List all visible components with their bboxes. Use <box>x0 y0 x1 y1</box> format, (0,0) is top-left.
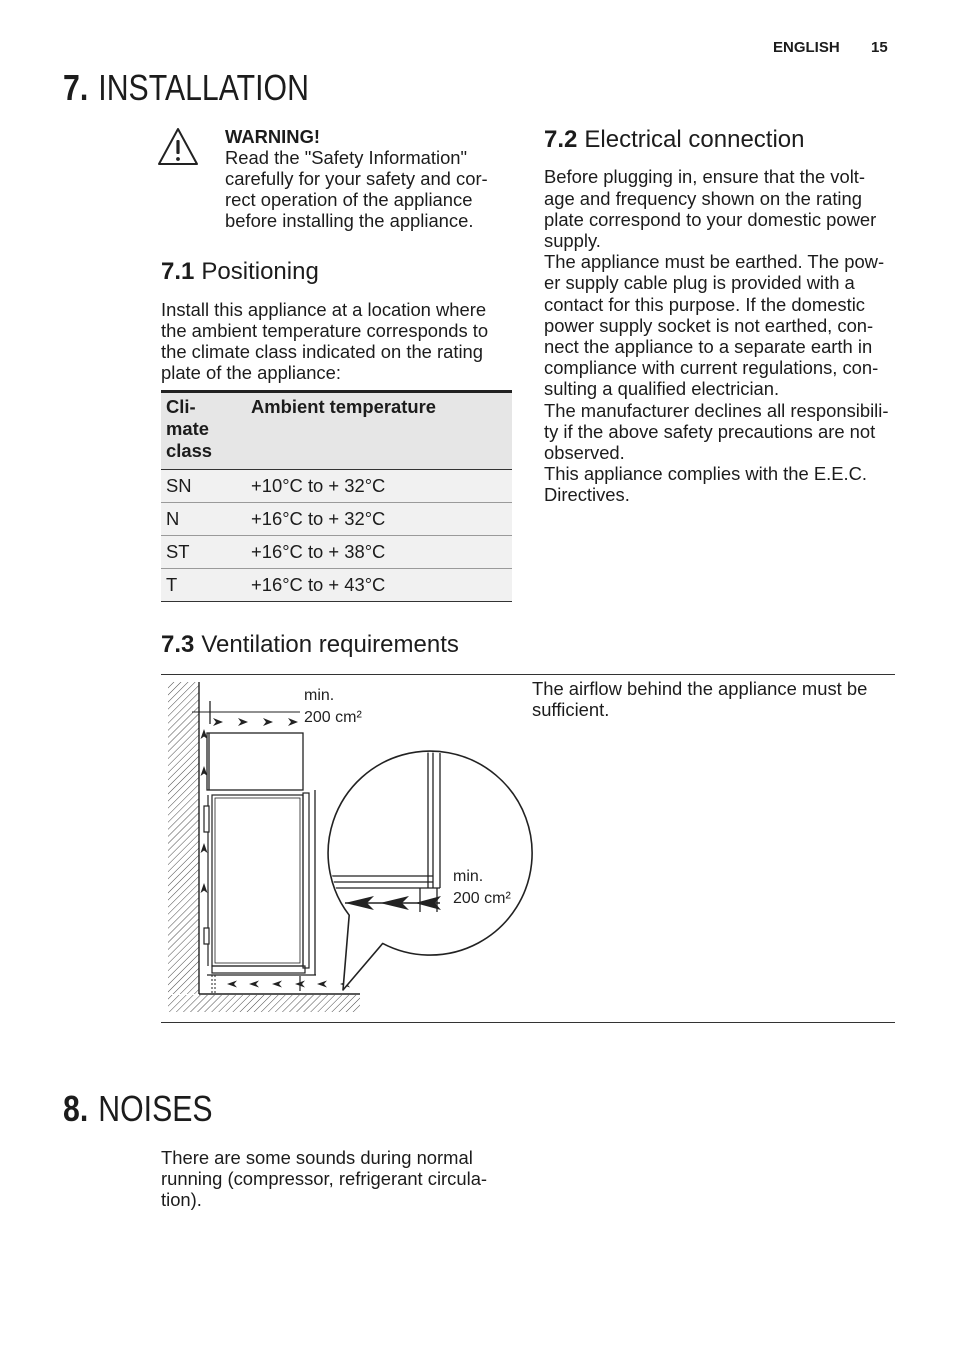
climate-class-cell: T <box>166 574 178 595</box>
paragraph-line: the ambient temperature corresponds to <box>161 319 489 341</box>
warning-triangle-icon <box>156 126 200 168</box>
airflow-arrow <box>238 718 248 726</box>
header-text-line: class <box>166 440 213 461</box>
paragraph-line: age and frequency shown on the rating <box>544 187 862 209</box>
climate-class-cell: N <box>166 508 180 529</box>
header-ambient-temperature: Ambient temperature <box>251 396 436 417</box>
paragraph-line: supply. <box>544 230 601 251</box>
paragraph-line: Before plugging in, ensure that the volt- <box>544 166 866 188</box>
electrical-connection-paragraph <box>544 166 888 505</box>
language-label: ENGLISH <box>773 39 840 56</box>
paragraph-line: This appliance complies with the E.E.C. <box>544 463 868 485</box>
airflow-arrow <box>288 718 298 726</box>
ventilation-paragraph <box>532 678 867 720</box>
airflow-arrow <box>227 981 237 988</box>
warning-block <box>225 126 488 232</box>
section-title: NOISES <box>98 1088 213 1129</box>
subsection-heading-positioning <box>161 258 319 286</box>
subsection-number: 7.2 <box>544 126 578 153</box>
airflow-arrow <box>249 981 259 988</box>
subsection-number: 7.1 <box>161 258 195 285</box>
paragraph-line: Directives. <box>544 484 630 506</box>
paragraph-line: Install this appliance at a location where <box>161 298 487 320</box>
paragraph-line: the climate class indicated on the rating <box>161 340 484 362</box>
climate-class-table <box>161 390 512 602</box>
top-opening-area-label: 200 cm² <box>304 709 362 726</box>
noises-paragraph <box>161 1147 487 1211</box>
paragraph-line: power supply socket is not earthed, con- <box>544 314 874 336</box>
paragraph-line: sulting a qualified electrician. <box>544 378 780 400</box>
subsection-number: 7.3 <box>161 631 195 658</box>
ventilation-top-rule <box>161 674 895 675</box>
paragraph-line: observed. <box>544 442 625 464</box>
magnifier-callout <box>328 751 532 990</box>
floor-airflow-arrows <box>227 976 350 991</box>
plinth-dashed-lines <box>212 975 215 994</box>
table-header-row <box>161 393 512 470</box>
paragraph-line: The airflow behind the appliance must be <box>532 677 868 699</box>
paragraph-line: running (compressor, refrigerant circula- <box>161 1167 488 1189</box>
bottom-opening-area-label: 200 cm² <box>453 890 511 907</box>
airflow-arrow <box>213 718 223 726</box>
header-text-line: mate <box>166 418 209 439</box>
top-airflow-arrows <box>213 718 298 726</box>
paragraph-line: There are some sounds during normal <box>161 1146 473 1168</box>
warning-text-line: rect operation of the appliance <box>225 189 473 211</box>
table-row <box>161 470 512 503</box>
paragraph-line: plate of the appliance: <box>161 362 341 384</box>
table-row <box>161 536 512 569</box>
airflow-arrow <box>201 883 208 893</box>
paragraph-line: sufficient. <box>532 698 610 720</box>
ambient-temperature-cell: +16°C to + 43°C <box>251 574 386 595</box>
paragraph-line: er supply cable plug is provided with a <box>544 272 855 294</box>
table-row <box>161 503 512 536</box>
warning-text-line: before installing the appliance. <box>225 210 474 232</box>
appliance-body <box>204 793 316 975</box>
subsection-title: Positioning <box>201 258 319 285</box>
climate-class-cell: ST <box>166 541 190 562</box>
header-text-line: Cli- <box>166 396 196 417</box>
paragraph-line: tion). <box>161 1188 202 1210</box>
airflow-arrow <box>201 843 208 853</box>
airflow-arrow <box>317 981 327 988</box>
top-opening-min-label: min. <box>304 687 335 704</box>
paragraph-line: nect the appliance to a separate earth in <box>544 336 873 358</box>
positioning-paragraph <box>161 299 488 384</box>
paragraph-line: plate correspond to your domestic power <box>544 208 877 230</box>
subsection-heading-electrical-connection <box>544 126 805 154</box>
warning-label: WARNING! <box>225 125 321 147</box>
ambient-temperature-cell: +16°C to + 32°C <box>251 508 386 529</box>
section-number: 7. <box>63 67 89 108</box>
subsection-title: Ventilation requirements <box>201 631 459 658</box>
header-climate-class <box>166 396 212 462</box>
subsection-title: Electrical connection <box>584 126 805 153</box>
section-heading-installation <box>63 68 309 108</box>
ambient-temperature-cell: +16°C to + 38°C <box>251 541 386 562</box>
paragraph-line: ty if the above safety precautions are not <box>544 420 876 442</box>
ventilation-bottom-rule <box>161 1022 895 1023</box>
subsection-heading-ventilation <box>161 631 459 659</box>
section-title: INSTALLATION <box>98 67 309 108</box>
paragraph-line: The appliance must be earthed. The pow- <box>544 251 885 273</box>
paragraph-line: contact for this purpose. If the domestic <box>544 293 865 315</box>
bottom-opening-min-label: min. <box>453 868 484 885</box>
warning-text-line: carefully for your safety and cor- <box>225 167 488 189</box>
warning-text-line: Read the "Safety Information" <box>225 146 468 168</box>
table-row <box>161 569 512 602</box>
section-number: 8. <box>63 1088 89 1129</box>
airflow-arrow <box>263 718 273 726</box>
upper-cabinet <box>207 733 303 790</box>
ambient-temperature-cell: +10°C to + 32°C <box>251 475 386 496</box>
section-heading-noises <box>63 1089 213 1129</box>
paragraph-line: compliance with current regulations, con- <box>544 357 879 379</box>
top-gap-dimension <box>192 701 300 724</box>
climate-class-cell: SN <box>166 475 192 496</box>
airflow-arrow <box>272 981 282 988</box>
paragraph-line: The manufacturer declines all responsibili- <box>544 399 889 421</box>
page-number: 15 <box>871 39 888 56</box>
